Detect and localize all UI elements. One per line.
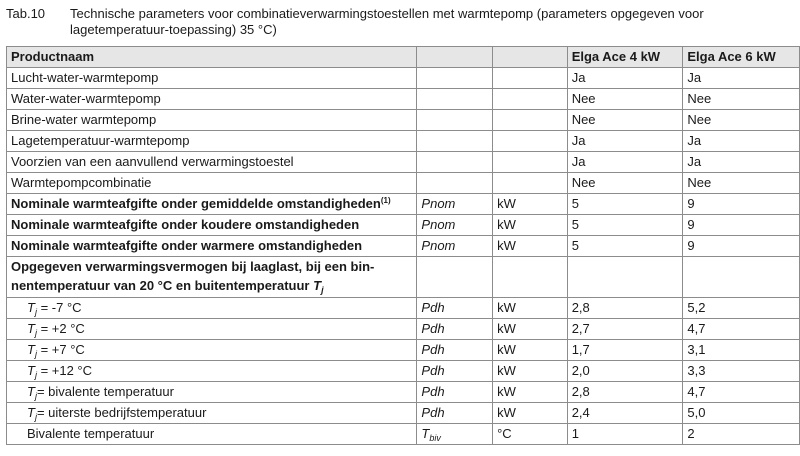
value-b: Nee xyxy=(683,173,800,194)
row-label: Brine-water warmtepomp xyxy=(7,110,417,131)
row-symbol: Pdh xyxy=(417,319,493,340)
value-b: 2 xyxy=(683,424,800,445)
section-label: Opgegeven verwarmingsvermogen bij laaglast, bij een bin- nentemperatuur van 20 °C en buitentemperatuur $T_j$ xyxy=(7,257,417,298)
row-unit: °C xyxy=(493,424,568,445)
row-unit: kW xyxy=(493,236,568,257)
row-label: $T_j=$ uiterste bedrijfstemperatuur xyxy=(7,403,417,424)
value-b: Nee xyxy=(683,89,800,110)
value-b: 4,7 xyxy=(683,319,800,340)
value-a: 5 xyxy=(567,194,683,215)
value-b: Nee xyxy=(683,110,800,131)
row-label: $T_j = +7$ °C xyxy=(7,340,417,361)
value-a: 5 xyxy=(567,236,683,257)
value-a: Ja xyxy=(567,131,683,152)
table-row xyxy=(7,298,800,319)
footnote-marker: (1) xyxy=(380,196,391,205)
row-symbol: Pdh xyxy=(417,361,493,382)
row-unit: kW xyxy=(493,382,568,403)
table-title: Technische parameters voor combinatieverwarmingstoestellen met warmtepomp (parameters opgegeven voor lagetemperatuur-toepassing) 35 °C) xyxy=(70,6,704,37)
row-label: Voorzien van een aanvullend verwarmingstoestel xyxy=(7,152,417,173)
value-a: Nee xyxy=(567,110,683,131)
value-a: Nee xyxy=(567,89,683,110)
row-symbol: $T_{biv}$ xyxy=(417,424,493,445)
row-label: $T_j = -7$ °C xyxy=(7,298,417,319)
value-a: 2,8 xyxy=(567,382,683,403)
table-row xyxy=(7,152,800,173)
row-symbol: Pnom xyxy=(417,236,493,257)
row-label: Lagetemperatuur-warmtepomp xyxy=(7,131,417,152)
value-a: 1,7 xyxy=(567,340,683,361)
value-b: Ja xyxy=(683,68,800,89)
table-row xyxy=(7,110,800,131)
row-unit: kW xyxy=(493,194,568,215)
table-caption xyxy=(6,6,796,38)
header-symbol xyxy=(417,47,493,68)
row-symbol: Pdh xyxy=(417,403,493,424)
header-product: Productnaam xyxy=(7,47,417,68)
value-a: Nee xyxy=(567,173,683,194)
value-a: 2,0 xyxy=(567,361,683,382)
row-label: Nominale warmteafgifte onder warmere omstandigheden xyxy=(7,236,417,257)
value-b: 5,2 xyxy=(683,298,800,319)
row-label: Warmtepompcombinatie xyxy=(7,173,417,194)
value-b: 9 xyxy=(683,194,800,215)
value-a: 2,4 xyxy=(567,403,683,424)
table-row xyxy=(7,68,800,89)
table-row xyxy=(7,319,800,340)
header-model-a: Elga Ace 4 kW xyxy=(567,47,683,68)
value-a: 5 xyxy=(567,215,683,236)
value-b: Ja xyxy=(683,152,800,173)
table-row xyxy=(7,340,800,361)
row-symbol: Pnom xyxy=(417,194,493,215)
value-a: 1 xyxy=(567,424,683,445)
row-label: $T_j=$ bivalente temperatuur xyxy=(7,382,417,403)
table-row xyxy=(7,424,800,445)
table-row xyxy=(7,403,800,424)
table-row xyxy=(7,382,800,403)
row-label: Bivalente temperatuur xyxy=(7,424,417,445)
row-symbol: Pdh xyxy=(417,340,493,361)
row-unit: kW xyxy=(493,319,568,340)
row-unit: kW xyxy=(493,403,568,424)
table-row xyxy=(7,89,800,110)
row-label: Water-water-warmtepomp xyxy=(7,89,417,110)
value-a: 2,7 xyxy=(567,319,683,340)
table-row xyxy=(7,215,800,236)
row-unit: kW xyxy=(493,215,568,236)
value-b: 9 xyxy=(683,236,800,257)
table-row xyxy=(7,236,800,257)
row-label: Nominale warmteafgifte onder gemiddelde omstandigheden$^{(1)}$ xyxy=(7,194,417,215)
parameters-table xyxy=(6,46,800,445)
row-symbol: Pnom xyxy=(417,215,493,236)
row-unit: kW xyxy=(493,298,568,319)
value-b: 4,7 xyxy=(683,382,800,403)
header-unit xyxy=(493,47,568,68)
value-a: 2,8 xyxy=(567,298,683,319)
row-symbol: Pdh xyxy=(417,298,493,319)
table-row xyxy=(7,131,800,152)
header-model-b: Elga Ace 6 kW xyxy=(683,47,800,68)
row-label: $T_j = +2$ °C xyxy=(7,319,417,340)
value-b: 9 xyxy=(683,215,800,236)
row-label: Lucht-water-warmtepomp xyxy=(7,68,417,89)
row-label: Nominale warmteafgifte onder koudere omstandigheden xyxy=(7,215,417,236)
row-label: $T_j = +12$ °C xyxy=(7,361,417,382)
row-unit: kW xyxy=(493,340,568,361)
value-a: Ja xyxy=(567,152,683,173)
section-header-row xyxy=(7,257,800,298)
header-row xyxy=(7,47,800,68)
value-b: 3,3 xyxy=(683,361,800,382)
row-symbol: Pdh xyxy=(417,382,493,403)
value-b: Ja xyxy=(683,131,800,152)
table-number: Tab.10 xyxy=(6,6,46,21)
value-b: 3,1 xyxy=(683,340,800,361)
table-row xyxy=(7,173,800,194)
row-unit: kW xyxy=(493,361,568,382)
value-b: 5,0 xyxy=(683,403,800,424)
table-row xyxy=(7,361,800,382)
value-a: Ja xyxy=(567,68,683,89)
table-row xyxy=(7,194,800,215)
symbol-t: T xyxy=(313,278,322,293)
